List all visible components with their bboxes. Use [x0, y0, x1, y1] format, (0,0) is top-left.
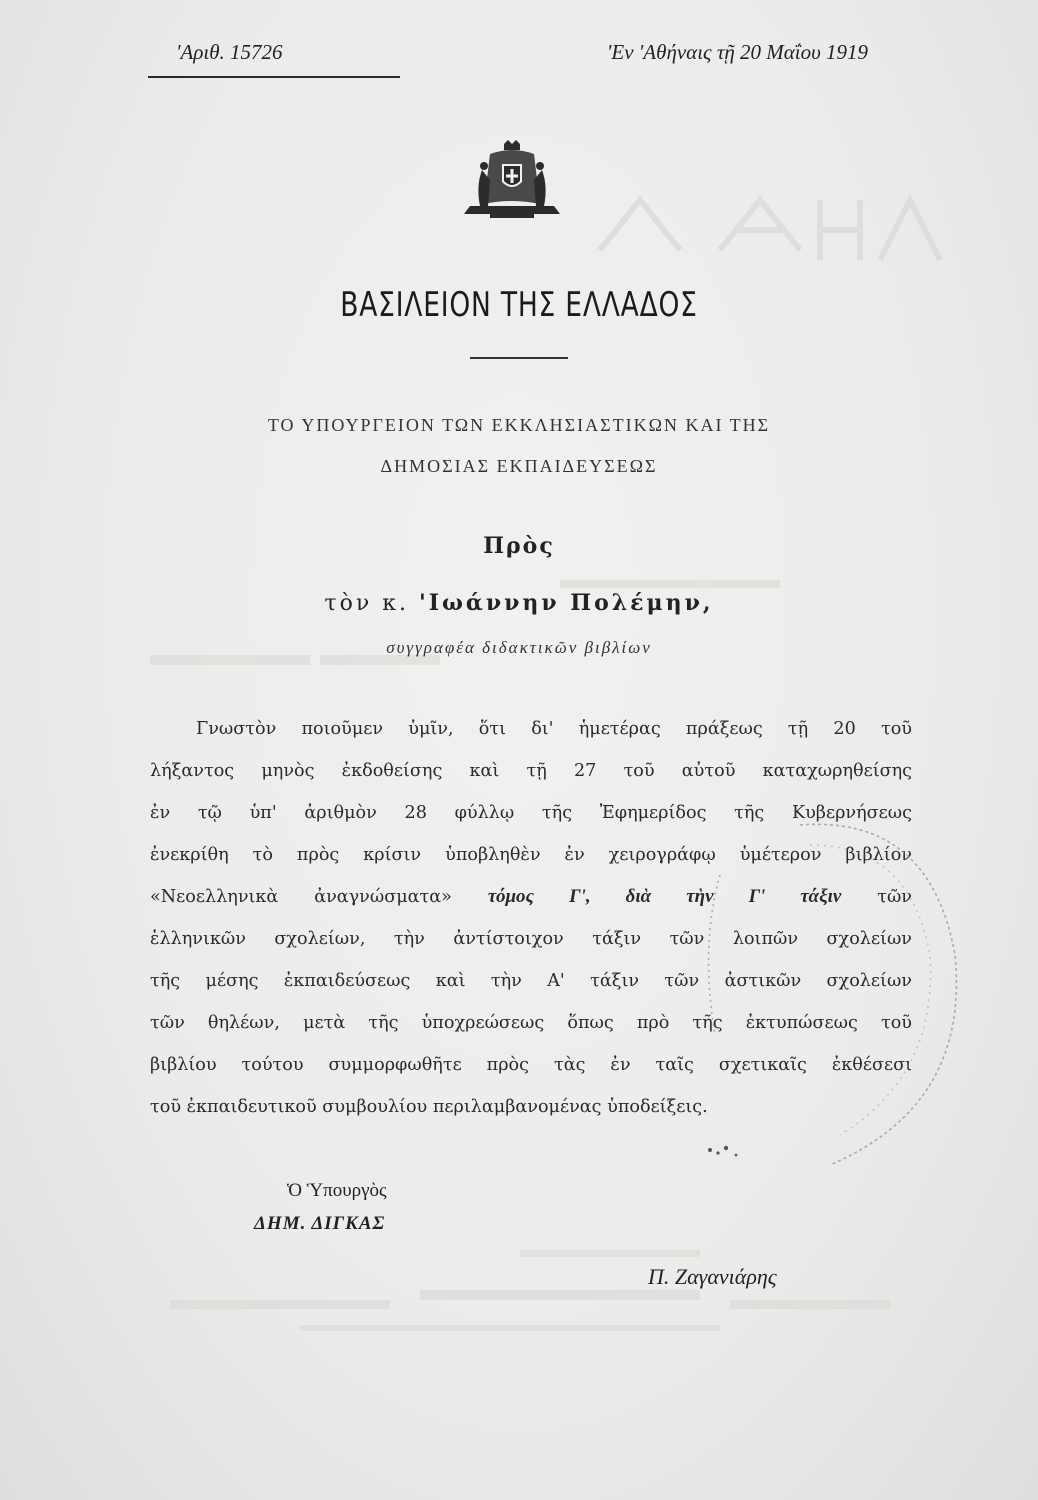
body-line: λήξαντος μηνὸς ἐκδοθείσης καὶ τῇ 27 τοῦ αὐτοῦ καταχωρηθείσης [150, 761, 912, 781]
royal-coat-of-arms-icon [460, 140, 564, 222]
salutation-pros: Πρὸς [483, 533, 555, 559]
recipient-address [0, 590, 1038, 616]
minister-title: Ὁ Ὑπουργὸς [287, 1180, 387, 1201]
recipient-role: συγγραφέα διδακτικῶν βιβλίων [386, 638, 652, 657]
place-and-date: 'Εν 'Αθήναις τῇ 20 Μαΐου 1919 [606, 40, 868, 64]
body-line: ἑλληνικῶν σχολείων, τὴν ἀντίστοιχον τάξιν τῶν λοιπῶν σχολείων [150, 929, 912, 949]
minister-name: ΔΗΜ. ΔΙΓΚΑΣ [254, 1213, 386, 1234]
ministry-line-1: ΤΟ ΥΠΟΥΡΓΕΙΟΝ ΤΩΝ ΕΚΚΛΗΣΙΑΣΤΙΚΩΝ ΚΑΙ ΤΗΣ [267, 415, 771, 435]
ministry-line-2: ΔΗΜΟΣΙΑΣ ΕΚΠΑΙΔΕΥΣΕΩΣ [380, 456, 658, 476]
secretary-signature: Π. Ζαγανιάρης [648, 1264, 777, 1289]
body-line: ἐν τῷ ὑπ' ἀριθμὸν 28 φύλλῳ τῆς Ἐφημερίδος τῆς Κυβερνήσεως [150, 803, 912, 823]
kingdom-title: ΒΑΣΙΛΕΙΟΝ ΤΗΣ ΕΛΛΑΔΟΣ [340, 285, 698, 325]
reference-underline [148, 76, 400, 78]
book-title: «Νεοελληνικὰ ἀναγνώσματα» [150, 887, 488, 907]
body-line: τῶν θηλέων, μετὰ τῆς ὑποχρεώσεως ὅπως πρὸ τῆς ἐκτυπώσεως τοῦ [150, 1013, 912, 1033]
body-line-tail: τῶν [841, 887, 913, 907]
title-divider [470, 357, 568, 359]
body-line: τοῦ ἐκπαιδευτικοῦ συμβουλίου περιλαμβανομένας ὑποδείξεις. [150, 1097, 708, 1117]
body-line: ἐνεκρίθη τὸ πρὸς κρίσιν ὑποβληθὲν ἐν χειρογράφῳ ὑμέτερον βιβλίον [150, 845, 912, 865]
circular-ink-stamp-icon [680, 805, 970, 1185]
reference-number: 'Αριθ. 15726 [176, 40, 283, 64]
recipient-name: 'Ιωάννην Πολέμην, [418, 590, 714, 616]
recipient-prefix: τὸν κ. [324, 591, 419, 616]
body-line: βιβλίου τούτου συμμορφωθῆτε πρὸς τὰς ἐν ταῖς σχετικαῖς ἐκθέσεσι [150, 1055, 912, 1075]
body-line: τῆς μέσης ἐκπαιδεύσεως καὶ τὴν Α' τάξιν τῶν ἀστικῶν σχολείων [150, 971, 912, 991]
body-line: Γνωστὸν ποιοῦμεν ὑμῖν, ὅτι δι' ἡμετέρας πράξεως τῇ 20 τοῦ [196, 719, 912, 739]
book-volume-emphasis: τόμος Γ', διὰ τὴν Γ' τάξιν [487, 886, 842, 907]
